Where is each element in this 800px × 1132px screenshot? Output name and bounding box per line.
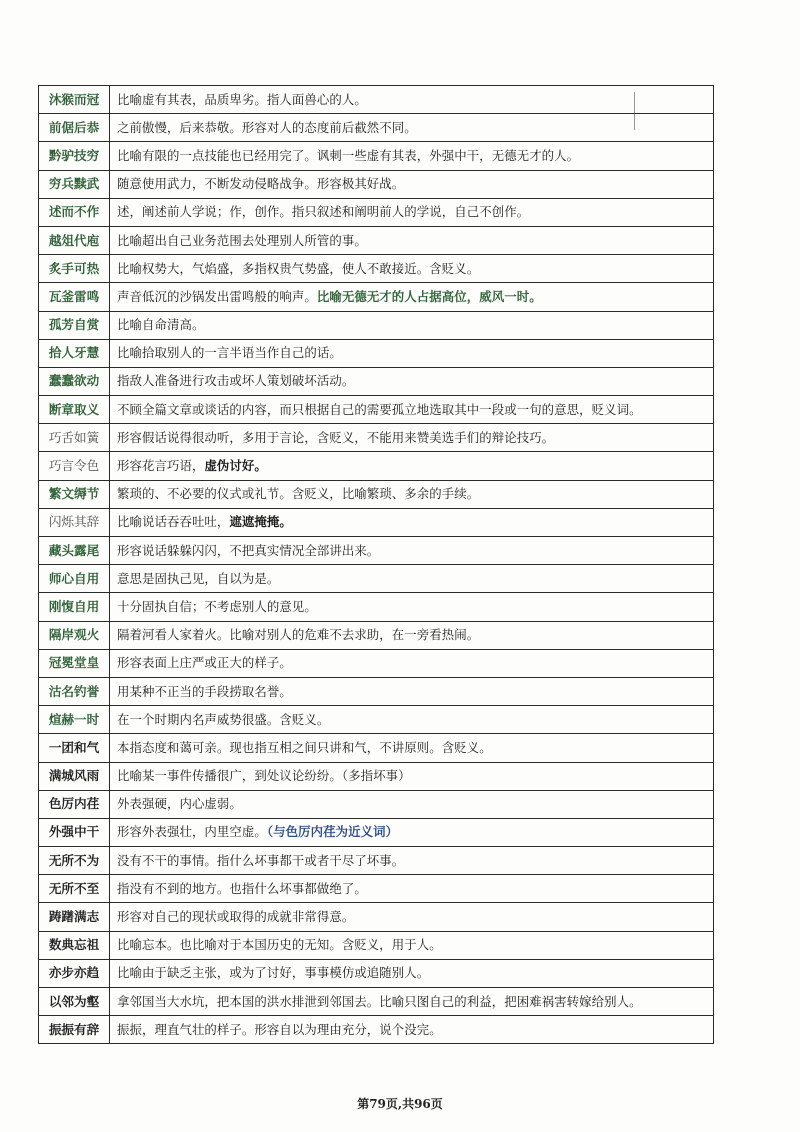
table-row <box>39 198 714 226</box>
table-row <box>39 424 714 452</box>
idiom-definition <box>110 424 714 452</box>
idiom-definition <box>110 537 714 565</box>
definition-text: 虚伪讨好。 <box>204 458 267 474</box>
table-row <box>39 367 714 395</box>
idiom-definition <box>110 649 714 677</box>
idiom-definition <box>110 593 714 621</box>
table-row <box>39 847 714 875</box>
table-row <box>39 565 714 593</box>
table-row <box>39 593 714 621</box>
idiom-term: 踌躇满志 <box>39 903 110 931</box>
table-row <box>39 396 714 424</box>
definition-text: 外表强硬，内心虚弱。 <box>117 796 242 812</box>
definition-text: 比喻忘本。也比喻对于本国历史的无知。含贬义，用于人。 <box>117 937 442 953</box>
idiom-definition <box>110 931 714 959</box>
idiom-term: 蠢蠢欲动 <box>39 367 110 395</box>
table-row <box>39 170 714 198</box>
table-row <box>39 86 714 114</box>
idiom-definition <box>110 339 714 367</box>
definition-text: 比喻超出自己业务范围去处理别人所管的事。 <box>117 232 367 248</box>
definition-text: 比喻无德无才的人占据高位，威风一时。 <box>316 288 542 304</box>
definition-text: 形容表面上庄严或正大的样子。 <box>117 655 292 671</box>
table-row <box>39 255 714 283</box>
idiom-definition <box>110 114 714 142</box>
definition-text: 本指态度和蔼可亲。现也指互相之间只讲和气，不讲原则。含贬义。 <box>117 739 492 755</box>
idiom-definition <box>110 198 714 226</box>
idiom-definition <box>110 1016 714 1044</box>
idiom-term: 前倨后恭 <box>39 114 110 142</box>
idiom-term: 振振有辞 <box>39 1016 110 1044</box>
idiom-term: 述而不作 <box>39 198 110 226</box>
definition-text: 拿邻国当大水坑，把本国的洪水排泄到邻国去。比喻只图自己的利益，把困难祸害转嫁给别人。 <box>117 993 642 1009</box>
table-row <box>39 537 714 565</box>
definition-text: 之前傲慢，后来恭敬。形容对人的态度前后截然不同。 <box>117 119 417 135</box>
table-row <box>39 818 714 846</box>
idiom-term: 繁文缛节 <box>39 480 110 508</box>
idiom-term: 炙手可热 <box>39 255 110 283</box>
idiom-term: 沽名钓誉 <box>39 677 110 705</box>
table-row <box>39 875 714 903</box>
idiom-term: 沐猴而冠 <box>39 86 110 114</box>
idiom-definition <box>110 255 714 283</box>
idiom-term: 色厉内荏 <box>39 790 110 818</box>
idiom-definition <box>110 226 714 254</box>
idiom-definition <box>110 508 714 536</box>
page-footer: 第79页,共96页 <box>357 1097 443 1111</box>
table-row <box>39 142 714 170</box>
table-row <box>39 226 714 254</box>
definition-text: 形容说话躲躲闪闪，不把真实情况全部讲出来。 <box>117 542 380 558</box>
table-row <box>39 283 714 311</box>
table-row <box>39 988 714 1016</box>
definition-text: 述，阐述前人学说；作，创作。指只叙述和阐明前人的学说，自己不创作。 <box>117 204 530 220</box>
definition-text: 形容假话说得很动听，多用于言论，含贬义，不能用来赞美选手们的辩论技巧。 <box>117 429 555 445</box>
definition-text: 没有不干的事情。指什么坏事都干或者干尽了坏事。 <box>117 852 405 868</box>
idiom-definition <box>110 621 714 649</box>
definition-text: 遮遮掩掩。 <box>229 514 292 530</box>
table-row <box>39 480 714 508</box>
definition-text: 比喻说话吞吞吐吐， <box>117 514 230 530</box>
table-row <box>39 677 714 705</box>
idiom-term: 无所不为 <box>39 847 110 875</box>
idiom-term: 师心自用 <box>39 565 110 593</box>
idiom-term: 无所不至 <box>39 875 110 903</box>
definition-text: 比喻由于缺乏主张，或为了讨好，事事模仿或追随别人。 <box>117 965 430 981</box>
table-row <box>39 706 714 734</box>
table-row <box>39 790 714 818</box>
idiom-term: 巧言令色 <box>39 452 110 480</box>
definition-text: 指敌人准备进行攻击或坏人策划破坏活动。 <box>117 373 355 389</box>
idiom-definition <box>110 677 714 705</box>
table-row <box>39 621 714 649</box>
definition-text: 繁琐的、不必要的仪式或礼节。含贬义，比喻繁琐、多余的手续。 <box>117 486 480 502</box>
idiom-definition <box>110 706 714 734</box>
idiom-term: 黔驴技穷 <box>39 142 110 170</box>
idiom-definition <box>110 396 714 424</box>
definition-text: 比喻自命清高。 <box>117 317 205 333</box>
definition-text: 用某种不正当的手段捞取名誉。 <box>117 683 292 699</box>
idiom-definition <box>110 452 714 480</box>
idiom-definition <box>110 762 714 790</box>
idiom-term: 瓦釜雷鸣 <box>39 283 110 311</box>
definition-text: 比喻有限的一点技能也已经用完了。讽刺一些虚有其表，外强中干，无德无才的人。 <box>117 147 580 163</box>
definition-text: 比喻虚有其表，品质卑劣。指人面兽心的人。 <box>117 91 367 107</box>
idiom-term: 一团和气 <box>39 734 110 762</box>
idiom-definition <box>110 565 714 593</box>
definition-text: 意思是固执己见，自以为是。 <box>117 570 280 586</box>
table-row <box>39 762 714 790</box>
table-row <box>39 339 714 367</box>
idiom-definition <box>110 367 714 395</box>
idiom-definition <box>110 734 714 762</box>
definition-text: 形容花言巧语， <box>117 458 205 474</box>
idiom-definition <box>110 86 714 114</box>
idiom-term: 穷兵黩武 <box>39 170 110 198</box>
idiom-definition <box>110 790 714 818</box>
idiom-term: 冠冕堂皇 <box>39 649 110 677</box>
table-body <box>39 86 714 1044</box>
definition-text: 声音低沉的沙锅发出雷鸣般的响声。 <box>117 288 317 304</box>
idiom-definition <box>110 480 714 508</box>
table-row <box>39 931 714 959</box>
idiom-term: 巧舌如簧 <box>39 424 110 452</box>
idiom-term: 以邻为壑 <box>39 988 110 1016</box>
definition-text: 指没有不到的地方。也指什么坏事都做绝了。 <box>117 880 367 896</box>
table-row <box>39 649 714 677</box>
table-row <box>39 114 714 142</box>
definition-text: 隔着河看人家着火。比喻对别人的危难不去求助，在一旁看热闹。 <box>117 627 480 643</box>
table-row <box>39 959 714 987</box>
definition-text: 十分固执自信；不考虑别人的意见。 <box>117 598 317 614</box>
idiom-definition <box>110 142 714 170</box>
table-row <box>39 734 714 762</box>
definition-text: 不顾全篇文章或谈话的内容，而只根据自己的需要孤立地选取其中一段或一句的意思，贬义词。 <box>117 401 642 417</box>
definition-text: 形容对自己的现状或取得的成就非常得意。 <box>117 909 355 925</box>
idiom-term: 越俎代庖 <box>39 226 110 254</box>
idiom-definition <box>110 311 714 339</box>
idiom-definition <box>110 903 714 931</box>
definition-text: 在一个时期内名声威势很盛。含贬义。 <box>117 711 330 727</box>
idiom-definition <box>110 988 714 1016</box>
idiom-term: 数典忘祖 <box>39 931 110 959</box>
definition-text: （与色厉内荏为近义词） <box>266 824 399 840</box>
table-row <box>39 311 714 339</box>
idiom-term: 满城风雨 <box>39 762 110 790</box>
idiom-term: 亦步亦趋 <box>39 959 110 987</box>
idiom-definition <box>110 959 714 987</box>
idiom-term: 藏头露尾 <box>39 537 110 565</box>
definition-text: 比喻权势大，气焰盛，多指权贵气势盛，使人不敢接近。含贬义。 <box>117 260 480 276</box>
idiom-definition <box>110 283 714 311</box>
idiom-definition <box>110 875 714 903</box>
idiom-table <box>38 85 714 1044</box>
idiom-term: 刚愎自用 <box>39 593 110 621</box>
idiom-term: 断章取义 <box>39 396 110 424</box>
definition-text: 振振，理直气壮的样子。形容自以为理由充分，说个没完。 <box>117 1021 442 1037</box>
table-row <box>39 508 714 536</box>
table-row <box>39 452 714 480</box>
idiom-term: 拾人牙慧 <box>39 339 110 367</box>
definition-text: 比喻某一事件传播很广，到处议论纷纷。（多指坏事） <box>117 768 411 784</box>
idiom-definition <box>110 847 714 875</box>
idiom-term: 孤芳自赏 <box>39 311 110 339</box>
definition-text: 形容外表强壮，内里空虚。 <box>117 824 267 840</box>
idiom-term: 闪烁其辞 <box>39 508 110 536</box>
idiom-term: 煊赫一时 <box>39 706 110 734</box>
definition-text: 比喻拾取别人的一言半语当作自己的话。 <box>117 345 342 361</box>
table-row <box>39 1016 714 1044</box>
idiom-term: 隔岸观火 <box>39 621 110 649</box>
idiom-definition <box>110 818 714 846</box>
table-row <box>39 903 714 931</box>
idiom-definition <box>110 170 714 198</box>
idiom-term: 外强中干 <box>39 818 110 846</box>
definition-text: 随意使用武力，不断发动侵略战争。形容极其好战。 <box>117 176 405 192</box>
